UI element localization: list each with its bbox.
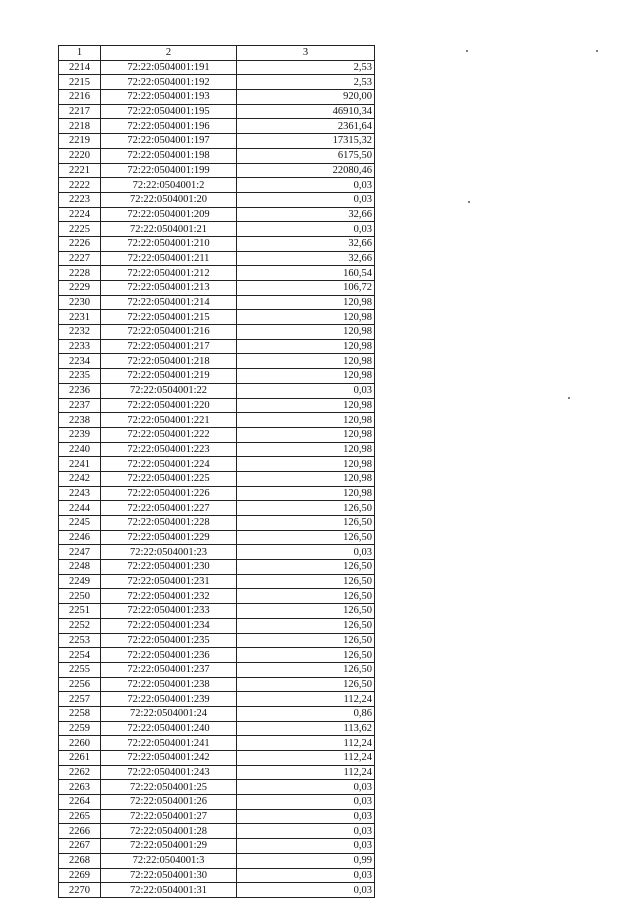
cadastral-number-cell: 72:22:0504001:191: [101, 60, 237, 75]
cadastral-number-cell: 72:22:0504001:30: [101, 868, 237, 883]
cadastral-number-cell: 72:22:0504001:238: [101, 677, 237, 692]
area-value-cell: 0,03: [237, 868, 375, 883]
area-value-cell: 0,99: [237, 853, 375, 868]
area-value-cell: 120,98: [237, 457, 375, 472]
row-number-cell: 2226: [59, 236, 101, 251]
row-number-cell: 2234: [59, 354, 101, 369]
area-value-cell: 126,50: [237, 516, 375, 531]
cadastral-number-cell: 72:22:0504001:243: [101, 765, 237, 780]
row-number-cell: 2263: [59, 780, 101, 795]
area-value-cell: 126,50: [237, 501, 375, 516]
area-value-cell: 106,72: [237, 281, 375, 296]
cadastral-number-cell: 72:22:0504001:196: [101, 119, 237, 134]
cadastral-number-cell: 72:22:0504001:241: [101, 736, 237, 751]
table-row: [59, 516, 375, 531]
area-value-cell: 126,50: [237, 648, 375, 663]
cadastral-number-cell: 72:22:0504001:210: [101, 236, 237, 251]
table-row: [59, 427, 375, 442]
row-number-cell: 2221: [59, 163, 101, 178]
table-row: [59, 868, 375, 883]
table-row: [59, 383, 375, 398]
row-number-cell: 2224: [59, 207, 101, 222]
row-number-cell: 2262: [59, 765, 101, 780]
cadastral-number-cell: 72:22:0504001:29: [101, 839, 237, 854]
area-value-cell: 17315,32: [237, 134, 375, 149]
cadastral-number-cell: 72:22:0504001:220: [101, 398, 237, 413]
cadastral-number-cell: 72:22:0504001:222: [101, 427, 237, 442]
table-row: [59, 648, 375, 663]
area-value-cell: 120,98: [237, 295, 375, 310]
row-number-cell: 2258: [59, 706, 101, 721]
table-row: [59, 839, 375, 854]
table-row: [59, 75, 375, 90]
table-row: [59, 295, 375, 310]
table-row: [59, 178, 375, 193]
cadastral-number-cell: 72:22:0504001:217: [101, 339, 237, 354]
row-number-cell: 2222: [59, 178, 101, 193]
area-value-cell: 2,53: [237, 75, 375, 90]
cadastral-number-cell: 72:22:0504001:199: [101, 163, 237, 178]
area-value-cell: 0,03: [237, 883, 375, 898]
table-row: [59, 60, 375, 75]
table-row: [59, 765, 375, 780]
table-row: [59, 369, 375, 384]
cadastral-number-cell: 72:22:0504001:2: [101, 178, 237, 193]
area-value-cell: 112,24: [237, 765, 375, 780]
scan-speck: [468, 201, 470, 203]
table-row: [59, 281, 375, 296]
cadastral-number-cell: 72:22:0504001:20: [101, 192, 237, 207]
table-row: [59, 692, 375, 707]
table-row: [59, 545, 375, 560]
row-number-cell: 2214: [59, 60, 101, 75]
row-number-cell: 2244: [59, 501, 101, 516]
table-row: [59, 163, 375, 178]
header-row: [59, 46, 375, 61]
row-number-cell: 2269: [59, 868, 101, 883]
cadastral-number-cell: 72:22:0504001:215: [101, 310, 237, 325]
area-value-cell: 22080,46: [237, 163, 375, 178]
cadastral-number-cell: 72:22:0504001:27: [101, 809, 237, 824]
row-number-cell: 2270: [59, 883, 101, 898]
row-number-cell: 2238: [59, 413, 101, 428]
table-row: [59, 883, 375, 898]
row-number-cell: 2245: [59, 516, 101, 531]
table-row: [59, 824, 375, 839]
row-number-cell: 2247: [59, 545, 101, 560]
area-value-cell: 0,03: [237, 824, 375, 839]
area-value-cell: 120,98: [237, 427, 375, 442]
area-value-cell: 120,98: [237, 486, 375, 501]
area-value-cell: 120,98: [237, 354, 375, 369]
cadastral-number-cell: 72:22:0504001:240: [101, 721, 237, 736]
area-value-cell: 0,86: [237, 706, 375, 721]
cadastral-number-cell: 72:22:0504001:218: [101, 354, 237, 369]
area-value-cell: 126,50: [237, 604, 375, 619]
cadastral-number-cell: 72:22:0504001:223: [101, 442, 237, 457]
area-value-cell: 32,66: [237, 207, 375, 222]
cadastral-number-cell: 72:22:0504001:24: [101, 706, 237, 721]
scan-speck: [596, 50, 598, 52]
area-value-cell: 0,03: [237, 192, 375, 207]
row-number-cell: 2235: [59, 369, 101, 384]
cadastral-number-cell: 72:22:0504001:31: [101, 883, 237, 898]
row-number-cell: 2239: [59, 427, 101, 442]
cadastral-number-cell: 72:22:0504001:216: [101, 325, 237, 340]
area-value-cell: 126,50: [237, 574, 375, 589]
row-number-cell: 2232: [59, 325, 101, 340]
row-number-cell: 2218: [59, 119, 101, 134]
table-row: [59, 457, 375, 472]
row-number-cell: 2264: [59, 795, 101, 810]
area-value-cell: 2361,64: [237, 119, 375, 134]
table-row: [59, 207, 375, 222]
table-row: [59, 442, 375, 457]
cadastral-number-cell: 72:22:0504001:239: [101, 692, 237, 707]
area-value-cell: 160,54: [237, 266, 375, 281]
row-number-cell: 2252: [59, 618, 101, 633]
scan-speck: [466, 50, 468, 52]
table-row: [59, 853, 375, 868]
cadastral-number-cell: 72:22:0504001:22: [101, 383, 237, 398]
table-row: [59, 222, 375, 237]
table-row: [59, 736, 375, 751]
row-number-cell: 2225: [59, 222, 101, 237]
area-value-cell: 126,50: [237, 662, 375, 677]
cadastral-number-cell: 72:22:0504001:212: [101, 266, 237, 281]
row-number-cell: 2253: [59, 633, 101, 648]
row-number-cell: 2248: [59, 560, 101, 575]
table-row: [59, 486, 375, 501]
cadastral-number-cell: 72:22:0504001:213: [101, 281, 237, 296]
cadastral-number-cell: 72:22:0504001:193: [101, 90, 237, 105]
area-value-cell: 112,24: [237, 736, 375, 751]
table-row: [59, 236, 375, 251]
area-value-cell: 120,98: [237, 325, 375, 340]
cadastral-number-cell: 72:22:0504001:242: [101, 751, 237, 766]
row-number-cell: 2251: [59, 604, 101, 619]
area-value-cell: 0,03: [237, 222, 375, 237]
cadastral-number-cell: 72:22:0504001:224: [101, 457, 237, 472]
cadastral-number-cell: 72:22:0504001:221: [101, 413, 237, 428]
area-value-cell: 120,98: [237, 471, 375, 486]
cadastral-number-cell: 72:22:0504001:28: [101, 824, 237, 839]
table-row: [59, 633, 375, 648]
row-number-cell: 2236: [59, 383, 101, 398]
cadastral-number-cell: 72:22:0504001:211: [101, 251, 237, 266]
area-value-cell: 112,24: [237, 751, 375, 766]
table-row: [59, 706, 375, 721]
table-row: [59, 574, 375, 589]
area-value-cell: 126,50: [237, 560, 375, 575]
area-value-cell: 126,50: [237, 677, 375, 692]
table-row: [59, 339, 375, 354]
row-number-cell: 2243: [59, 486, 101, 501]
row-number-cell: 2220: [59, 148, 101, 163]
cadastral-number-cell: 72:22:0504001:232: [101, 589, 237, 604]
row-number-cell: 2266: [59, 824, 101, 839]
cadastral-number-cell: 72:22:0504001:3: [101, 853, 237, 868]
cadastral-number-cell: 72:22:0504001:192: [101, 75, 237, 90]
row-number-cell: 2227: [59, 251, 101, 266]
row-number-cell: 2242: [59, 471, 101, 486]
cadastral-number-cell: 72:22:0504001:230: [101, 560, 237, 575]
table-row: [59, 721, 375, 736]
area-value-cell: 0,03: [237, 809, 375, 824]
table-row: [59, 530, 375, 545]
area-value-cell: 126,50: [237, 633, 375, 648]
table-row: [59, 560, 375, 575]
area-value-cell: 920,00: [237, 90, 375, 105]
area-value-cell: 2,53: [237, 60, 375, 75]
table-row: [59, 604, 375, 619]
table-row: [59, 192, 375, 207]
area-value-cell: 32,66: [237, 251, 375, 266]
cadastral-number-cell: 72:22:0504001:219: [101, 369, 237, 384]
table-row: [59, 148, 375, 163]
table-row: [59, 354, 375, 369]
cadastral-number-cell: 72:22:0504001:228: [101, 516, 237, 531]
column-header-number: 1: [59, 46, 101, 61]
row-number-cell: 2228: [59, 266, 101, 281]
row-number-cell: 2267: [59, 839, 101, 854]
row-number-cell: 2233: [59, 339, 101, 354]
row-number-cell: 2259: [59, 721, 101, 736]
cadastral-number-cell: 72:22:0504001:197: [101, 134, 237, 149]
area-value-cell: 46910,34: [237, 104, 375, 119]
table-row: [59, 589, 375, 604]
row-number-cell: 2256: [59, 677, 101, 692]
area-value-cell: 120,98: [237, 339, 375, 354]
cadastral-number-cell: 72:22:0504001:227: [101, 501, 237, 516]
cadastral-number-cell: 72:22:0504001:233: [101, 604, 237, 619]
cadastral-number-cell: 72:22:0504001:237: [101, 662, 237, 677]
cadastral-number-cell: 72:22:0504001:226: [101, 486, 237, 501]
table-row: [59, 471, 375, 486]
cadastral-number-cell: 72:22:0504001:25: [101, 780, 237, 795]
row-number-cell: 2230: [59, 295, 101, 310]
row-number-cell: 2240: [59, 442, 101, 457]
cadastral-number-cell: 72:22:0504001:214: [101, 295, 237, 310]
table-row: [59, 677, 375, 692]
area-value-cell: 120,98: [237, 369, 375, 384]
row-number-cell: 2241: [59, 457, 101, 472]
row-number-cell: 2219: [59, 134, 101, 149]
area-value-cell: 32,66: [237, 236, 375, 251]
table-row: [59, 795, 375, 810]
table-row: [59, 398, 375, 413]
area-value-cell: 112,24: [237, 692, 375, 707]
row-number-cell: 2215: [59, 75, 101, 90]
row-number-cell: 2216: [59, 90, 101, 105]
area-value-cell: 0,03: [237, 795, 375, 810]
table-row: [59, 501, 375, 516]
row-number-cell: 2217: [59, 104, 101, 119]
table-row: [59, 266, 375, 281]
cadastral-number-cell: 72:22:0504001:23: [101, 545, 237, 560]
cadastral-number-cell: 72:22:0504001:225: [101, 471, 237, 486]
row-number-cell: 2261: [59, 751, 101, 766]
area-value-cell: 0,03: [237, 780, 375, 795]
column-header-cadastral-number: 2: [101, 46, 237, 61]
row-number-cell: 2223: [59, 192, 101, 207]
table-row: [59, 104, 375, 119]
table-row: [59, 618, 375, 633]
area-value-cell: 113,62: [237, 721, 375, 736]
row-number-cell: 2260: [59, 736, 101, 751]
cadastral-number-cell: 72:22:0504001:195: [101, 104, 237, 119]
cadastral-number-cell: 72:22:0504001:209: [101, 207, 237, 222]
cadastral-number-cell: 72:22:0504001:234: [101, 618, 237, 633]
table-row: [59, 251, 375, 266]
row-number-cell: 2237: [59, 398, 101, 413]
scan-speck: [568, 397, 570, 399]
row-number-cell: 2254: [59, 648, 101, 663]
area-value-cell: 120,98: [237, 442, 375, 457]
row-number-cell: 2265: [59, 809, 101, 824]
row-number-cell: 2255: [59, 662, 101, 677]
table-row: [59, 809, 375, 824]
cadastral-table: [58, 45, 375, 898]
area-value-cell: 120,98: [237, 413, 375, 428]
cadastral-number-cell: 72:22:0504001:235: [101, 633, 237, 648]
area-value-cell: 126,50: [237, 530, 375, 545]
table-row: [59, 413, 375, 428]
area-value-cell: 120,98: [237, 310, 375, 325]
row-number-cell: 2268: [59, 853, 101, 868]
table-row: [59, 325, 375, 340]
cadastral-number-cell: 72:22:0504001:26: [101, 795, 237, 810]
area-value-cell: 0,03: [237, 545, 375, 560]
cadastral-number-cell: 72:22:0504001:198: [101, 148, 237, 163]
area-value-cell: 0,03: [237, 178, 375, 193]
area-value-cell: 126,50: [237, 618, 375, 633]
row-number-cell: 2231: [59, 310, 101, 325]
row-number-cell: 2250: [59, 589, 101, 604]
table-row: [59, 310, 375, 325]
table-row: [59, 119, 375, 134]
cadastral-number-cell: 72:22:0504001:229: [101, 530, 237, 545]
cadastral-number-cell: 72:22:0504001:21: [101, 222, 237, 237]
table-row: [59, 134, 375, 149]
table-row: [59, 780, 375, 795]
table-row: [59, 751, 375, 766]
cadastral-number-cell: 72:22:0504001:231: [101, 574, 237, 589]
column-header-area: 3: [237, 46, 375, 61]
row-number-cell: 2229: [59, 281, 101, 296]
cadastral-number-cell: 72:22:0504001:236: [101, 648, 237, 663]
row-number-cell: 2246: [59, 530, 101, 545]
row-number-cell: 2249: [59, 574, 101, 589]
area-value-cell: 0,03: [237, 383, 375, 398]
table-row: [59, 90, 375, 105]
area-value-cell: 120,98: [237, 398, 375, 413]
row-number-cell: 2257: [59, 692, 101, 707]
area-value-cell: 6175,50: [237, 148, 375, 163]
area-value-cell: 0,03: [237, 839, 375, 854]
area-value-cell: 126,50: [237, 589, 375, 604]
table-row: [59, 662, 375, 677]
table-body: [59, 60, 375, 897]
